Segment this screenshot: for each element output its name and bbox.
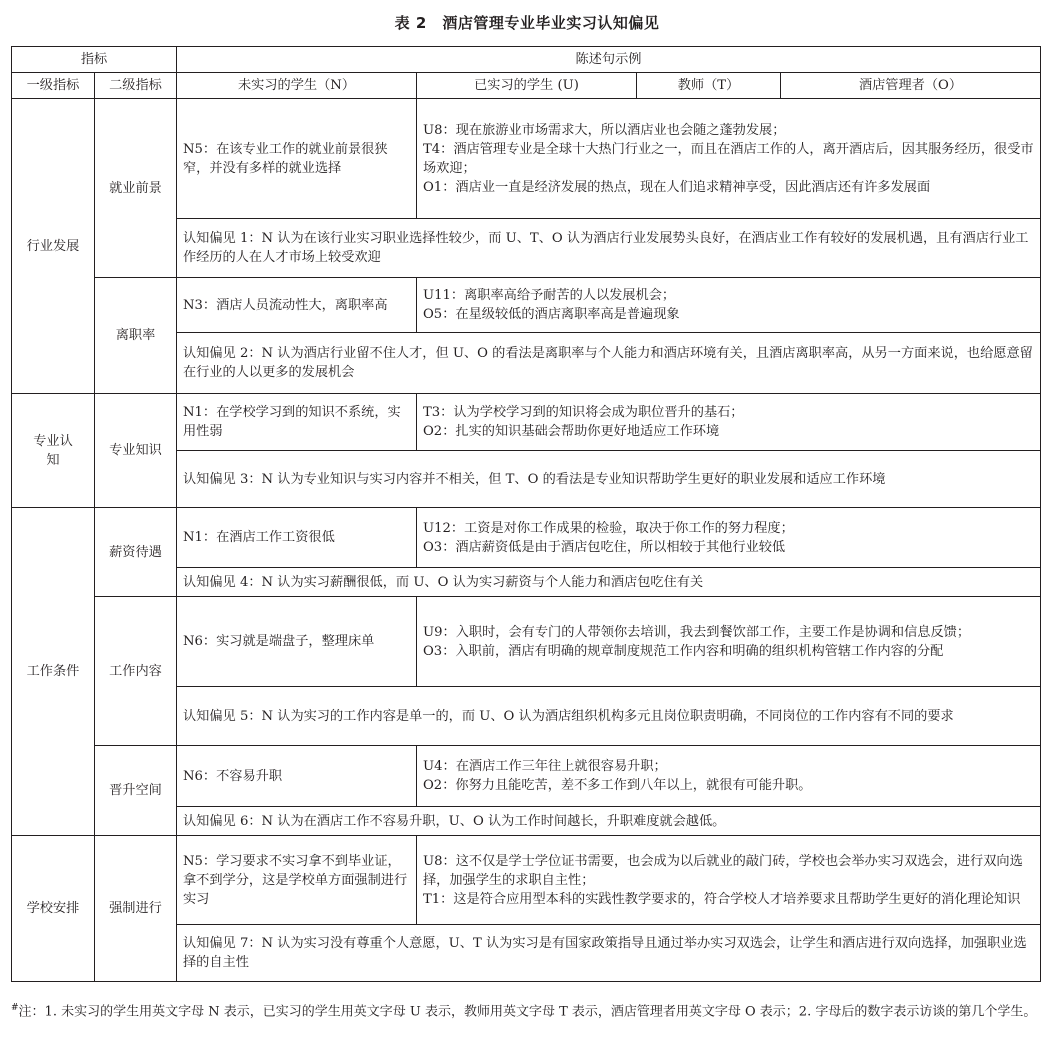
footnote-mark: # xyxy=(11,1003,19,1013)
level1-cell: 专业认知 xyxy=(12,394,95,508)
bias-statement: 认知偏见 3：N 认为专业知识与实习内容并不相关，但 T、O 的看法是专业知识帮助学生更好的职业发展和适应工作环境 xyxy=(177,451,1041,508)
student-n-statement: N3：酒店人员流动性大，离职率高 xyxy=(177,278,417,333)
student-n-statement: N6：不容易升职 xyxy=(177,746,417,807)
other-statements xyxy=(417,394,1041,451)
student-n-statement: N5：在该专业工作的就业前景很狭窄，并没有多样的就业选择 xyxy=(177,99,417,219)
other-statements xyxy=(417,836,1041,925)
table-row xyxy=(12,597,1041,687)
other-statements xyxy=(417,278,1041,333)
table-row xyxy=(12,508,1041,568)
statement-line: T4：酒店管理专业是全球十大热门行业之一，而且在酒店工作的人，离开酒店后，因其服务经历，很受市场欢迎； xyxy=(423,141,1034,176)
bias-statement: 认知偏见 1：N 认为在该行业实习职业选择性较少，而 U、T、O 认为酒店行业发展势头良好，在酒店业工作有较好的发展机遇，且有酒店行业工作经历的人在人才市场上较受欢迎 xyxy=(177,219,1041,278)
level1-cell: 工作条件 xyxy=(12,508,95,836)
bias-statement: 认知偏见 7：N 认为实习没有尊重个人意愿，U、T 认为实习是有国家政策指导且通过举办实习双选会，让学生和酒店进行双向选择，加强职业选择的自主性 xyxy=(177,925,1041,982)
header-col-o: 酒店管理者（O） xyxy=(781,73,1041,99)
other-statements xyxy=(417,597,1041,687)
statement-line: U11：离职率高给予耐苦的人以发展机会； xyxy=(423,288,676,303)
table-row xyxy=(12,278,1041,333)
header-col-t: 教师（T） xyxy=(637,73,781,99)
header-indicator: 指标 xyxy=(12,47,177,73)
header-level2: 二级指标 xyxy=(95,73,177,99)
student-n-statement: N6：实习就是端盘子，整理床单 xyxy=(177,597,417,687)
level2-cell: 薪资待遇 xyxy=(95,508,177,597)
student-n-statement: N5：学习要求不实习拿不到毕业证，拿不到学分，这是学校单方面强制进行实习 xyxy=(177,836,417,925)
table-row xyxy=(12,746,1041,807)
statement-line: T1：这是符合应用型本科的实践性教学要求的，符合学校人才培养要求且帮助学生更好的消化理论知识 xyxy=(423,891,1021,907)
other-statements xyxy=(417,508,1041,568)
bias-statement: 认知偏见 5：N 认为实习的工作内容是单一的，而 U、O 认为酒店组织机构多元且岗位职责明确，不同岗位的工作内容有不同的要求 xyxy=(177,687,1041,746)
statement-line: U8：现在旅游业市场需求大，所以酒店业也会随之蓬勃发展； xyxy=(423,122,786,138)
table-title: 表 2 酒店管理专业毕业实习认知偏见 xyxy=(394,14,660,32)
level1-cell: 学校安排 xyxy=(12,836,95,982)
statement-line: T3：认为学校学习到的知识将会成为职位晋升的基石； xyxy=(423,405,744,420)
statement-line: O3：入职前，酒店有明确的规章制度规范工作内容和明确的组织机构管辖工作内容的分配 xyxy=(423,643,944,659)
statement-line: O3：酒店薪资低是由于酒店包吃住，所以相较于其他行业较低 xyxy=(423,539,786,555)
statement-line: U8：这不仅是学士学位证书需要，也会成为以后就业的敲门砖，学校也会举办实习双选会，进行双向选择，加强学生的求职自主性； xyxy=(423,853,1023,888)
statement-line: U12：工资是对你工作成果的检验，取决于你工作的努力程度； xyxy=(423,520,794,536)
other-statements xyxy=(417,746,1041,807)
header-row-2 xyxy=(12,73,1041,99)
level2-cell: 强制进行 xyxy=(95,836,177,982)
bias-statement: 认知偏见 2：N 认为酒店行业留不住人才，但 U、O 的看法是离职率与个人能力和酒店环境有关，且酒店离职率高，从另一方面来说，也给愿意留在行业的人以更多的发展机会 xyxy=(177,333,1041,394)
header-level1: 一级指标 xyxy=(12,73,95,99)
statement-line: O5：在星级较低的酒店离职率高是普遍现象 xyxy=(423,307,680,322)
footnote-text: 注：1. 未实习的学生用英文字母 N 表示，已实习的学生用英文字母 U 表示，教师用英文字母 T 表示，酒店管理者用英文字母 O 表示；2. 字母后的数字表示访谈的第几个学生。 xyxy=(18,1004,1037,1020)
table-footnote xyxy=(11,998,1041,1022)
bias-table xyxy=(11,46,1041,982)
table-row xyxy=(12,99,1041,219)
statement-line: O2：你努力且能吃苦，差不多工作到八年以上，就很有可能升职。 xyxy=(423,778,812,793)
student-n-statement: N1：在学校学习到的知识不系统，实用性弱 xyxy=(177,394,417,451)
other-statements xyxy=(417,99,1041,219)
statement-line: U4：在酒店工作三年往上就很容易升职； xyxy=(423,759,667,774)
statement-line: O1：酒店业一直是经济发展的热点，现在人们追求精神享受，因此酒店还有许多发展面 xyxy=(423,179,931,195)
bias-statement: 认知偏见 4：N 认为实习薪酬很低，而 U、O 认为实习薪资与个人能力和酒店包吃住有关 xyxy=(177,568,1041,597)
statement-line: O2：扎实的知识基础会帮助你更好地适应工作环境 xyxy=(423,424,720,439)
statement-line: U9：入职时，会有专门的人带领你去培训，我去到餐饮部工作，主要工作是协调和信息反馈； xyxy=(423,624,971,640)
header-examples: 陈述句示例 xyxy=(177,47,1041,73)
student-n-statement: N1：在酒店工作工资很低 xyxy=(177,508,417,568)
header-col-u: 已实习的学生 (U) xyxy=(417,73,637,99)
level2-cell: 就业前景 xyxy=(95,99,177,278)
level2-cell: 晋升空间 xyxy=(95,746,177,836)
level2-cell: 工作内容 xyxy=(95,597,177,746)
header-col-n: 未实习的学生（N） xyxy=(177,73,417,99)
table-row xyxy=(12,394,1041,451)
level1-cell: 行业发展 xyxy=(12,99,95,394)
table-row xyxy=(12,836,1041,925)
header-row-1 xyxy=(12,47,1041,73)
bias-statement: 认知偏见 6：N 认为在酒店工作不容易升职，U、O 认为工作时间越长，升职难度就会越低。 xyxy=(177,807,1041,836)
level2-cell: 专业知识 xyxy=(95,394,177,508)
level2-cell: 离职率 xyxy=(95,278,177,394)
